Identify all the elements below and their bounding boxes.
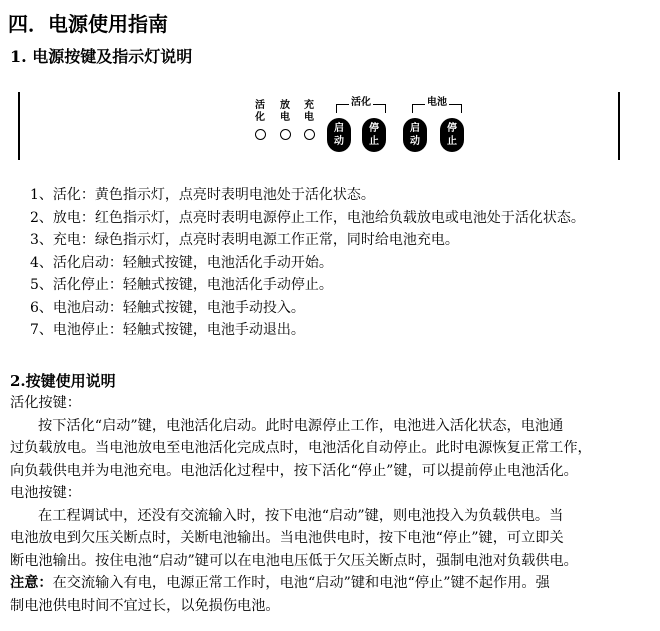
indicator-discharge: 放 电 [278, 100, 292, 140]
paragraph-line: 向负载供电并为电池充电。电池活化过程中，按下活化“停止”键，可以提前停止电池活化。 [10, 462, 578, 479]
section-1-title: 1. 电源按键及指示灯说明 [10, 47, 193, 66]
indicator-charge: 充 电 [302, 100, 316, 140]
page-title: 四．电源使用指南 [8, 12, 168, 36]
activation-start-button[interactable]: 启 动 [327, 118, 351, 152]
group-activation [336, 98, 386, 112]
indicator-led-icon [255, 129, 266, 140]
note-line [10, 572, 592, 595]
button-usage-text [10, 392, 592, 617]
indicator-description-list [30, 184, 585, 342]
battery-start-button[interactable]: 启 动 [403, 118, 427, 152]
list-item: 4、活化启动：轻触式按键，电池活化手动开始。 [30, 254, 333, 271]
list-item: 2、放电：红色指示灯，点亮时表明电源停止工作，电池给负载放电或电池处于活化状态。 [30, 209, 585, 226]
list-item: 5、活化停止：轻触式按键，电池活化手动停止。 [30, 277, 333, 293]
paragraph-line: 在工程调试中，还没有交流输入时，按下电池“启动”键，则电池投入为负载供电。当 [38, 507, 564, 524]
list-item: 3、充电：绿色指示灯，点亮时表明电源工作正常，同时给电池充电。 [30, 232, 459, 248]
battery-label: 电池按键： [10, 485, 81, 501]
activation-stop-button[interactable]: 停 止 [362, 118, 386, 152]
paragraph-line: 过负载放电。当电池放电至电池活化完成点时，电池活化自动停止。此时电源恢复正常工作， [10, 440, 592, 456]
note-label: 注意： [10, 575, 53, 591]
group-label: 电池 [427, 97, 447, 108]
paragraph-line: 断电池输出。按住电池“启动”键可以在电池电压低于欠压关断点时，强制电池对负载供电。 [10, 552, 578, 569]
paragraph-line: 按下活化“启动”键，电池活化启动。此时电源停止工作，电池进入活化状态，电池通 [38, 417, 564, 434]
battery-stop-button[interactable]: 停 止 [440, 118, 464, 152]
indicator-led-icon [304, 129, 315, 140]
paragraph-line: 制电池供电时间不宜过长，以免损伤电池。 [10, 597, 280, 614]
group-battery [412, 98, 462, 112]
indicator-led-icon [280, 129, 291, 140]
list-item: 7、电池停止：轻触式按键，电池手动退出。 [30, 322, 305, 338]
list-item: 6、电池启动：轻触式按键，电池手动投入。 [30, 299, 305, 316]
control-panel-diagram [18, 92, 620, 160]
panel-right-border [618, 92, 620, 160]
indicator-activation: 活 化 [253, 100, 267, 140]
paragraph-line: 电池放电到欠压关断点时，关断电池输出。当电池供电时，按下电池“停止”键，可立即关 [10, 530, 564, 546]
note-text: 在交流输入有电，电源正常工作时，电池“启动”键和电池“停止”键不起作用。强 [52, 575, 550, 591]
panel-left-border [18, 92, 20, 160]
group-label: 活化 [351, 97, 371, 108]
section-2-title: 2.按键使用说明 [10, 372, 116, 390]
activation-label: 活化按键： [10, 395, 81, 411]
list-item: 1、活化：黄色指示灯，点亮时表明电池处于活化状态。 [30, 187, 375, 203]
